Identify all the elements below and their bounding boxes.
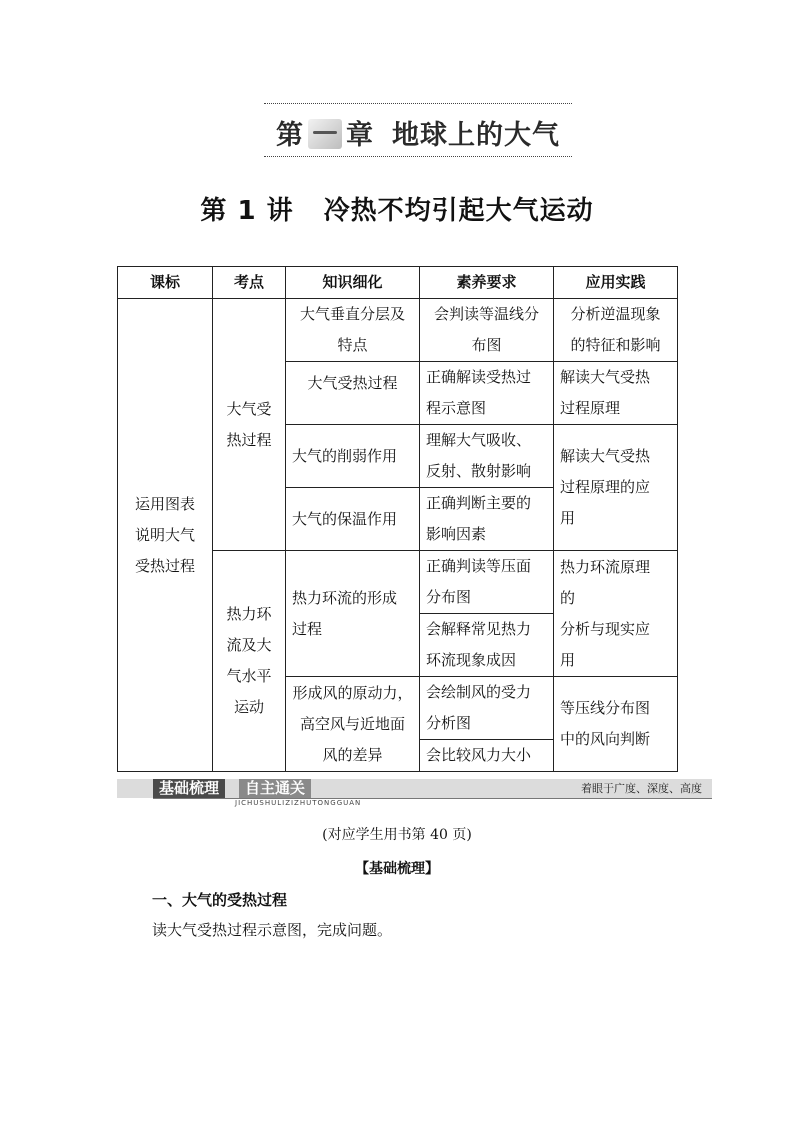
s8-text: 会比较风力大小 xyxy=(426,746,532,764)
cell-a5 xyxy=(554,677,678,772)
standard-text: 运用图表 说明大气 受热过程 xyxy=(134,494,195,575)
cell-s4 xyxy=(420,488,554,551)
k2-text: 大气受热过程 xyxy=(307,373,398,392)
a5-text: 等压线分布图 中的风向判断 xyxy=(560,699,651,748)
table-header-row xyxy=(118,267,678,299)
cell-a1 xyxy=(554,299,678,362)
cell-a4 xyxy=(554,551,678,677)
a1-text: 分析逆温现象 的特征和影响 xyxy=(570,305,661,354)
section-heading: 一、大气的受热过程 xyxy=(152,891,288,909)
header-application: 应用实践 xyxy=(554,267,678,299)
page-reference: (对应学生用书第 40 页) xyxy=(322,827,472,843)
cell-s6 xyxy=(420,614,554,677)
chapter-title: 地球上的大气 xyxy=(392,120,560,151)
chapter-banner xyxy=(264,103,572,157)
cell-k3 xyxy=(286,425,420,488)
cell-s8 xyxy=(420,740,554,772)
a3-text: 解读大气受热 过程原理的应 用 xyxy=(560,447,651,527)
k5-text: 热力环流的形成 过程 xyxy=(292,588,398,638)
table-row xyxy=(118,299,678,362)
topic2-text: 热力环 流及大 气水平 运动 xyxy=(226,605,272,716)
header-topic: 考点 xyxy=(213,267,286,299)
k6-text: 形成风的原动力， 高空风与近地面 风的差异 xyxy=(292,683,413,764)
k1-text: 大气垂直分层及 特点 xyxy=(299,305,405,354)
cell-s3 xyxy=(420,425,554,488)
cell-a3 xyxy=(554,425,678,551)
header-competency: 素养要求 xyxy=(420,267,554,299)
k3-text: 大气的削弱作用 xyxy=(292,446,398,465)
section-motto: 着眼于广度、深度、高度 xyxy=(581,782,702,795)
section-bar xyxy=(117,779,712,807)
cell-s1 xyxy=(420,299,554,362)
topic1-text: 大气受 热过程 xyxy=(226,399,272,449)
chapter-number-mark-icon xyxy=(308,119,342,149)
s6-text: 会解释常见热力 环流现象成因 xyxy=(426,620,532,669)
chapter-heading xyxy=(264,113,572,152)
s1-text: 会判读等温线分 布图 xyxy=(433,305,539,354)
a2-text: 解读大气受热 过程原理 xyxy=(560,368,651,417)
cell-a2 xyxy=(554,362,678,425)
a4-text: 热力环流原理 的 分析与现实应 用 xyxy=(560,557,651,669)
banner-top-dotted-line xyxy=(264,103,572,104)
cell-k2 xyxy=(286,362,420,425)
lesson-title xyxy=(0,190,794,227)
cell-s5 xyxy=(420,551,554,614)
cell-s2 xyxy=(420,362,554,425)
s3-text: 理解大气吸收、 反射、散射影响 xyxy=(426,431,532,480)
header-knowledge: 知识细化 xyxy=(286,267,420,299)
section-label-basics: 基础梳理 xyxy=(153,779,225,798)
s5-text: 正确判读等压面 分布图 xyxy=(426,557,532,606)
cell-standard xyxy=(118,299,213,772)
section-pinyin: JICHUSHULIZIZHUTONGGUAN xyxy=(235,799,362,807)
banner-bottom-dotted-line xyxy=(264,156,572,157)
s7-text: 会绘制风的受力 分析图 xyxy=(426,683,532,732)
section-instruction: 读大气受热过程示意图，完成问题。 xyxy=(152,921,393,939)
s4-text: 正确判断主要的 影响因素 xyxy=(426,494,532,543)
cell-topic2 xyxy=(213,551,286,772)
cell-k5 xyxy=(286,551,420,677)
cell-k4 xyxy=(286,488,420,551)
s2-text: 正确解读受热过 程示意图 xyxy=(426,368,532,417)
chapter-prefix: 第 xyxy=(276,120,304,151)
header-standard: 课标 xyxy=(118,267,213,299)
cell-topic1 xyxy=(213,299,286,551)
cell-k1 xyxy=(286,299,420,362)
lesson-name: 冷热不均引起大气运动 xyxy=(323,196,594,226)
syllabus-table xyxy=(117,266,678,772)
section-label-self-study: 自主通关 xyxy=(239,779,311,798)
k4-text: 大气的保温作用 xyxy=(292,509,398,528)
cell-s7 xyxy=(420,677,554,740)
bracket-title: 【基础梳理】 xyxy=(355,861,439,877)
lesson-number: 第 1 讲 xyxy=(200,196,294,226)
cell-k6 xyxy=(286,677,420,772)
chapter-suffix: 章 xyxy=(346,120,374,151)
